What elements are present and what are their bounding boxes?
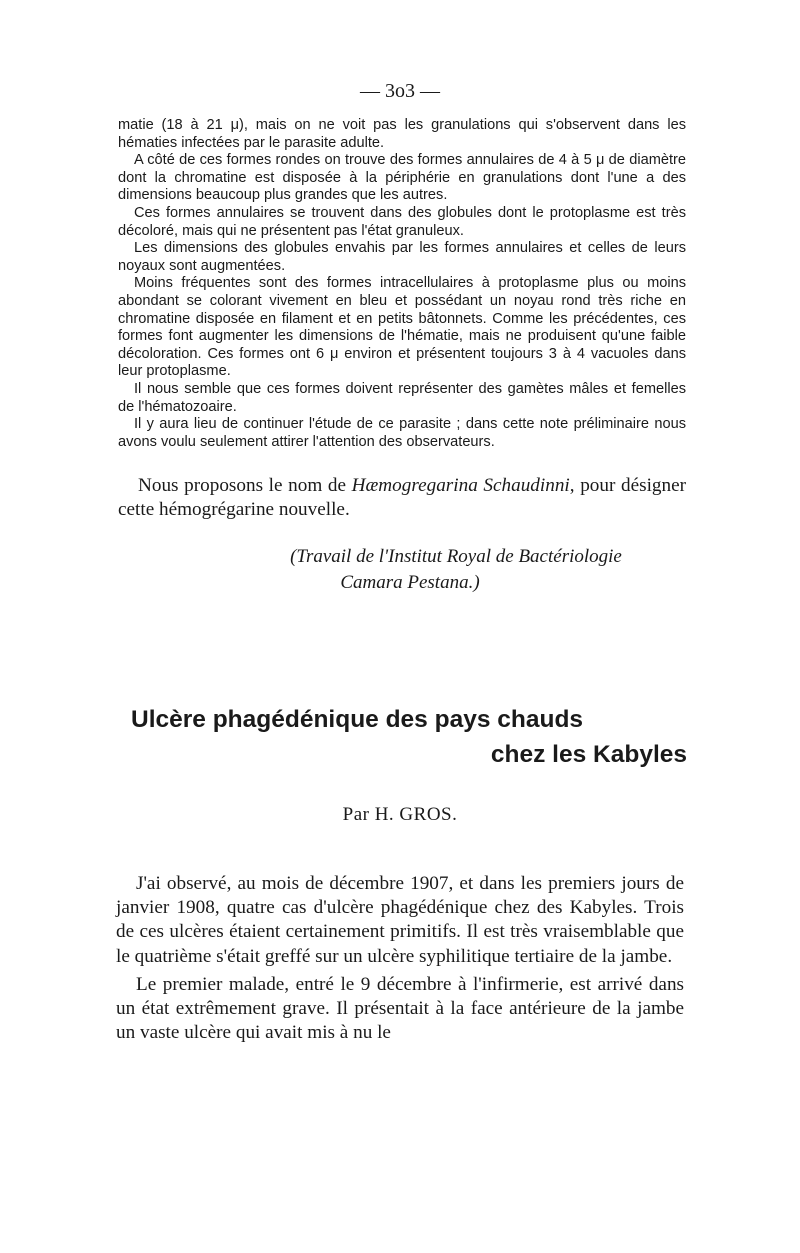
conclusion-text-start: Nous proposons le nom de — [138, 475, 352, 496]
paragraph: Il nous semble que ces formes doivent représenter des gamètes mâles et femelles de l'hématozoaire. — [118, 380, 686, 415]
paragraph: A côté de ces formes rondes on trouve des formes annulaires de 4 à 5 μ de diamètre dont la chromatine est disposée à la périphérie en granulations dont l'une a des dimensions beaucoup plus grandes que les autres. — [118, 152, 686, 204]
conclusion — [118, 474, 686, 522]
article-title-line-1: Ulcère phagédénique des pays chauds — [131, 706, 584, 733]
paragraph: matie (18 à 21 μ), mais on ne voit pas les granulations qui s'observent dans les hématies infectées par le parasite adulte. — [118, 117, 686, 151]
paragraph: Il y aura lieu de continuer l'étude de ce parasite ; dans cette note préliminaire nous avons voulu seulement attirer l'attention des observateurs. — [118, 416, 686, 450]
affiliation-line-1: (Travail de l'Institut Royal de Bactériologie — [290, 546, 622, 567]
conclusion-paragraph — [118, 474, 686, 522]
paragraph: Les dimensions des globules envahis par les formes annulaires et celles de leurs noyaux sont augmentées. — [118, 240, 686, 274]
byline: Par H. GROS. — [342, 804, 458, 825]
paragraph: Ces formes annulaires se trouvent dans des globules dont le protoplasme est très décoloré, mais qui ne présentent pas l'état granuleux. — [118, 204, 686, 239]
conclusion-text-end: , pour désigner cette hémogrégarine nouvelle. — [118, 475, 687, 521]
article-title-line-2: chez les Kabyles — [490, 741, 687, 768]
paragraph: J'ai observé, au mois de décembre 1907, et dans les premiers jours de janvier 1908, quatre cas d'ulcère phagédénique chez des Kabyles. Trois de ces ulcères étaient certainement primitifs. Il est très vraisemblable que le quatrième s'était greffé sur un ulcère syphilitique tertiaire de la jambe. — [116, 873, 684, 967]
article-body — [116, 872, 684, 1049]
paragraph: Moins fréquentes sont des formes intracellulaires à protoplasme plus ou moins abondant se colorant vivement en bleu et possédant un noyau rond très riche en chromatine disposée en filament et en petits bâtonnets. Comme les précédentes, ces formes font augmenter les dimensions de l'hématie, mais ne produisent qu'une faible décoloration. Ces formes ont 6 μ environ et présentent toujours 3 à 4 vacuoles dans leur protoplasme. — [118, 275, 686, 380]
previous-article-text — [118, 117, 686, 451]
species-name: Hæmogregarina Schaudinni — [351, 475, 570, 496]
paragraph: Le premier malade, entré le 9 décembre à l'infirmerie, est arrivé dans un état extrêmement grave. Il présentait à la face antérieure de la jambe un vaste ulcère qui avait mis à nu le — [116, 973, 684, 1044]
affiliation — [118, 544, 702, 596]
affiliation-line-2: Camara Pestana.) — [340, 572, 480, 593]
page-number: — 3o3 — — [360, 80, 440, 102]
